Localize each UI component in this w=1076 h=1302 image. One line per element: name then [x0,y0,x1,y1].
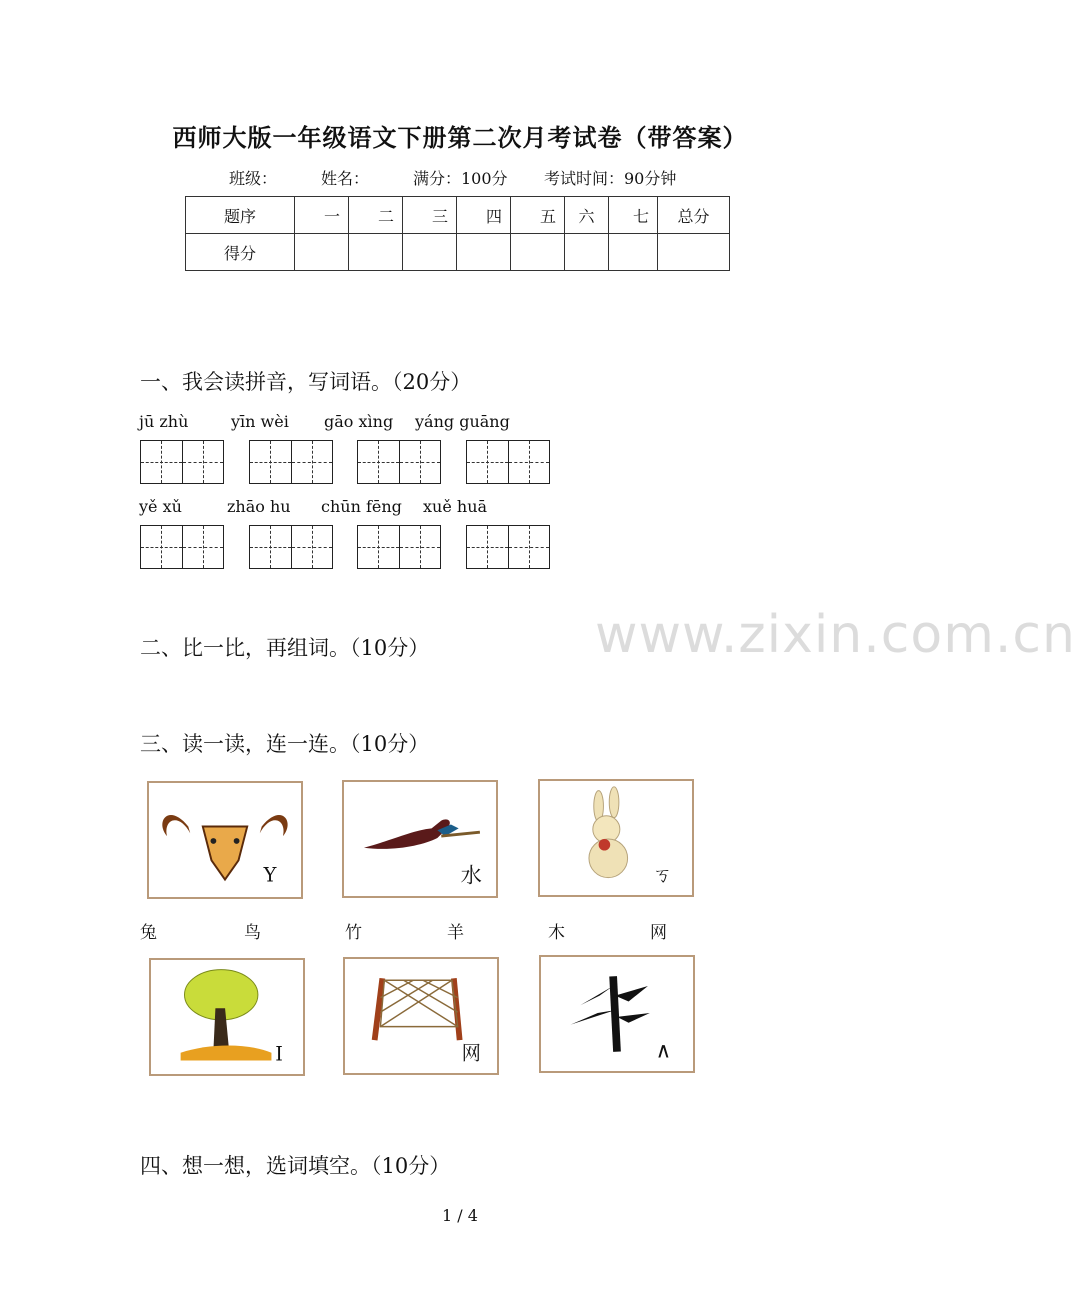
header-cell: 总分 [658,197,730,234]
score-cell[interactable] [511,234,565,271]
header-cell: 二 [349,197,403,234]
score-cell[interactable] [295,234,349,271]
score-cell[interactable] [349,234,403,271]
net-picture[interactable] [343,957,499,1075]
score-cell[interactable] [609,234,658,271]
exam-time: 考试时间：90分钟 [544,169,677,188]
goat-picture[interactable] [147,781,303,899]
pinyin-label: jū zhù [139,412,189,431]
pinyin-label: zhāo hu [227,497,291,516]
writing-grid[interactable] [249,525,333,569]
word-label[interactable]: 鸟 [244,923,261,943]
pinyin-label: yáng guāng [415,412,510,431]
class-label: 班级： [229,169,278,188]
name-label: 姓名： [321,169,370,188]
header-cell: 六 [565,197,609,234]
word-label[interactable]: 木 [548,923,565,943]
section-2-heading: 二、比一比，再组词。（10分） [140,636,430,660]
row-label: 得分 [186,234,295,271]
writing-grid[interactable] [140,525,224,569]
score-table-score-row [186,234,730,271]
score-table-header-row [186,197,730,234]
header-cell: 三 [403,197,457,234]
header-cell: 五 [511,197,565,234]
full-score: 满分：100分 [413,169,508,188]
svg-text:Y: Y [263,863,277,887]
pinyin-label: gāo xìng [324,412,394,431]
score-cell[interactable] [457,234,511,271]
pinyin-label: xuě huā [423,497,488,516]
score-cell[interactable] [403,234,457,271]
bird-picture[interactable] [342,780,498,898]
writing-grid[interactable] [357,525,441,569]
word-label[interactable]: 竹 [345,923,362,943]
score-cell[interactable] [565,234,609,271]
writing-grid[interactable] [249,440,333,484]
svg-text:网: 网 [461,1041,481,1065]
writing-grid[interactable] [357,440,441,484]
section-1-heading: 一、我会读拼音，写词语。（20分） [140,370,472,394]
svg-text:水: 水 [460,863,482,889]
svg-text:∧: ∧ [655,1038,672,1064]
section-3-heading: 三、读一读，连一连。（10分） [140,732,430,756]
writing-grid[interactable] [140,440,224,484]
pinyin-label: yīn wèi [231,412,289,431]
word-label[interactable]: 兔 [140,923,157,943]
writing-grid[interactable] [466,525,550,569]
pinyin-label: yě xǔ [139,497,182,516]
svg-text:ㄎ: ㄎ [652,863,673,887]
header-cell: 七 [609,197,658,234]
bamboo-picture[interactable] [539,955,695,1073]
tree-picture[interactable] [149,958,305,1076]
page-number: 1 / 4 [442,1206,478,1225]
svg-text:I: I [275,1042,283,1066]
header-cell: 题序 [186,197,295,234]
header-cell: 一 [295,197,349,234]
pinyin-label: chūn fēng [321,497,402,516]
writing-grid[interactable] [466,440,550,484]
document-title: 西师大版一年级语文下册第二次月考试卷（带答案） [172,123,748,152]
score-table [185,196,730,271]
header-cell: 四 [457,197,511,234]
watermark: www.zixin.com.cn [595,605,1076,665]
word-label[interactable]: 羊 [447,923,464,943]
rabbit-picture[interactable] [538,779,694,897]
score-cell[interactable] [658,234,730,271]
word-label[interactable]: 网 [650,923,667,943]
section-4-heading: 四、想一想，选词填空。（10分） [140,1154,451,1178]
